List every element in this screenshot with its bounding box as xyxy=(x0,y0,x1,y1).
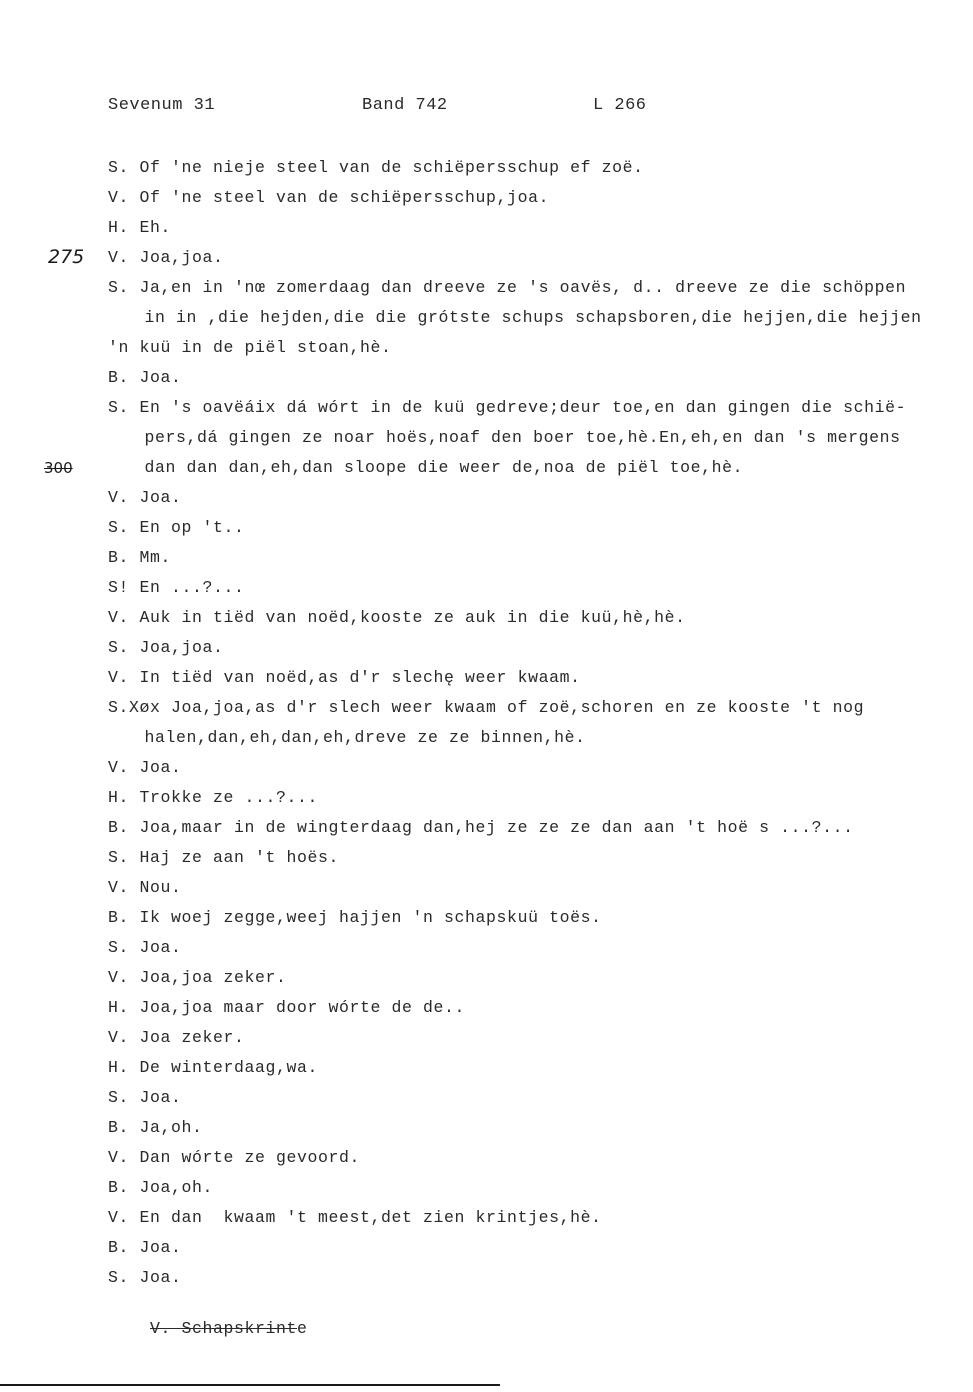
transcript-line: B. Ja,oh. xyxy=(108,1118,203,1137)
header-location: Sevenum 31 xyxy=(108,96,216,115)
transcript-line: V. Nou. xyxy=(108,878,182,897)
transcript-line: V. Auk in tiëd van noëd,kooste ze auk in die kuü,hè,hè. xyxy=(108,608,686,627)
transcript-line: H. De winterdaag,wa. xyxy=(108,1058,319,1077)
transcript-line: S. Ja,en in 'nœ zomerdaag dan dreeve ze 's oavës, d.. dreeve ze die schöppen xyxy=(108,278,907,297)
header-page-number: L 266 xyxy=(593,96,647,115)
transcript-line: V. Of 'ne steel van de schiëpersschup,joa. xyxy=(108,188,550,207)
transcript-line: S. Joa. xyxy=(108,1268,182,1287)
transcript-line: B. Joa,maar in de wingterdaag dan,hej ze ze ze dan aan 't hoë s ...?... xyxy=(108,818,854,837)
transcript-line: H. Eh. xyxy=(108,218,172,237)
transcript-line: S. Of 'ne nieje steel van de schiëpersschup ef zoë. xyxy=(108,158,644,177)
margin-note-300: 300 xyxy=(44,459,73,477)
transcript-line: V. In tiëd van noëd,as d'r slechę weer kwaam. xyxy=(108,668,581,687)
transcript-line: V. Joa. xyxy=(108,758,182,777)
transcript-line: S! En ...?... xyxy=(108,578,245,597)
transcript-line: S.Xøx Joa,joa,as d'r slech weer kwaam of zoë,schoren en ze kooste 't nog xyxy=(108,698,865,717)
transcript-line: V. En dan kwaam 't meest,det zien krintjes,hè. xyxy=(108,1208,602,1227)
transcript-line: V. Dan wórte ze gevoord. xyxy=(108,1148,361,1167)
transcript-line: V. Joa,joa zeker. xyxy=(108,968,287,987)
transcript-line: 'n kuü in de piël stoan,hè. xyxy=(108,338,392,357)
remaining-text: e xyxy=(297,1319,308,1338)
transcript-line: halen,dan,eh,dan,eh,dreve ze ze binnen,hè. xyxy=(113,728,586,747)
transcript-line: S. En op 't.. xyxy=(108,518,245,537)
header-band: Band 742 xyxy=(362,96,448,115)
transcript-line: in in ,die hejden,die die grótste schups schapsboren,die hejjen,die hejjen xyxy=(113,308,922,327)
transcript-line: S. Joa. xyxy=(108,1088,182,1107)
transcript-line: S. Joa. xyxy=(108,938,182,957)
transcript-line: H. Joa,joa maar door wórte de de.. xyxy=(108,998,466,1017)
margin-note-275: 275 xyxy=(48,246,85,268)
transcript-line: V. Joa. xyxy=(108,488,182,507)
transcript-line: V. Joa,joa. xyxy=(108,248,224,267)
transcript-line: B. Joa. xyxy=(108,368,182,387)
transcript-line: pers,dá gingen ze noar hoës,noaf den boer toe,hè.En,eh,en dan 's mergens xyxy=(113,428,901,447)
transcript-line: B. Ik woej zegge,weej hajjen 'n schapskuü toës. xyxy=(108,908,602,927)
transcript-line: H. Trokke ze ...?... xyxy=(108,788,319,807)
transcript-line: S. En 's oavëáix dá wórt in de kuü gedreve;deur toe,en dan gingen die schië- xyxy=(108,398,907,417)
struck-text: V. Schapskrint xyxy=(150,1319,298,1338)
transcript-line: B. Joa,oh. xyxy=(108,1178,214,1197)
bottom-rule xyxy=(0,1384,500,1386)
transcript-line: B. Joa. xyxy=(108,1238,182,1257)
transcript-line: S. Joa,joa. xyxy=(108,638,224,657)
transcript-line: B. Mm. xyxy=(108,548,172,567)
transcript-line: dan dan dan,eh,dan sloope die weer de,noa de piël toe,hè. xyxy=(113,458,744,477)
transcript-line: V. Joa zeker. xyxy=(108,1028,245,1047)
transcript-line-final xyxy=(108,1299,308,1359)
transcript-line: S. Haj ze aan 't hoës. xyxy=(108,848,340,867)
